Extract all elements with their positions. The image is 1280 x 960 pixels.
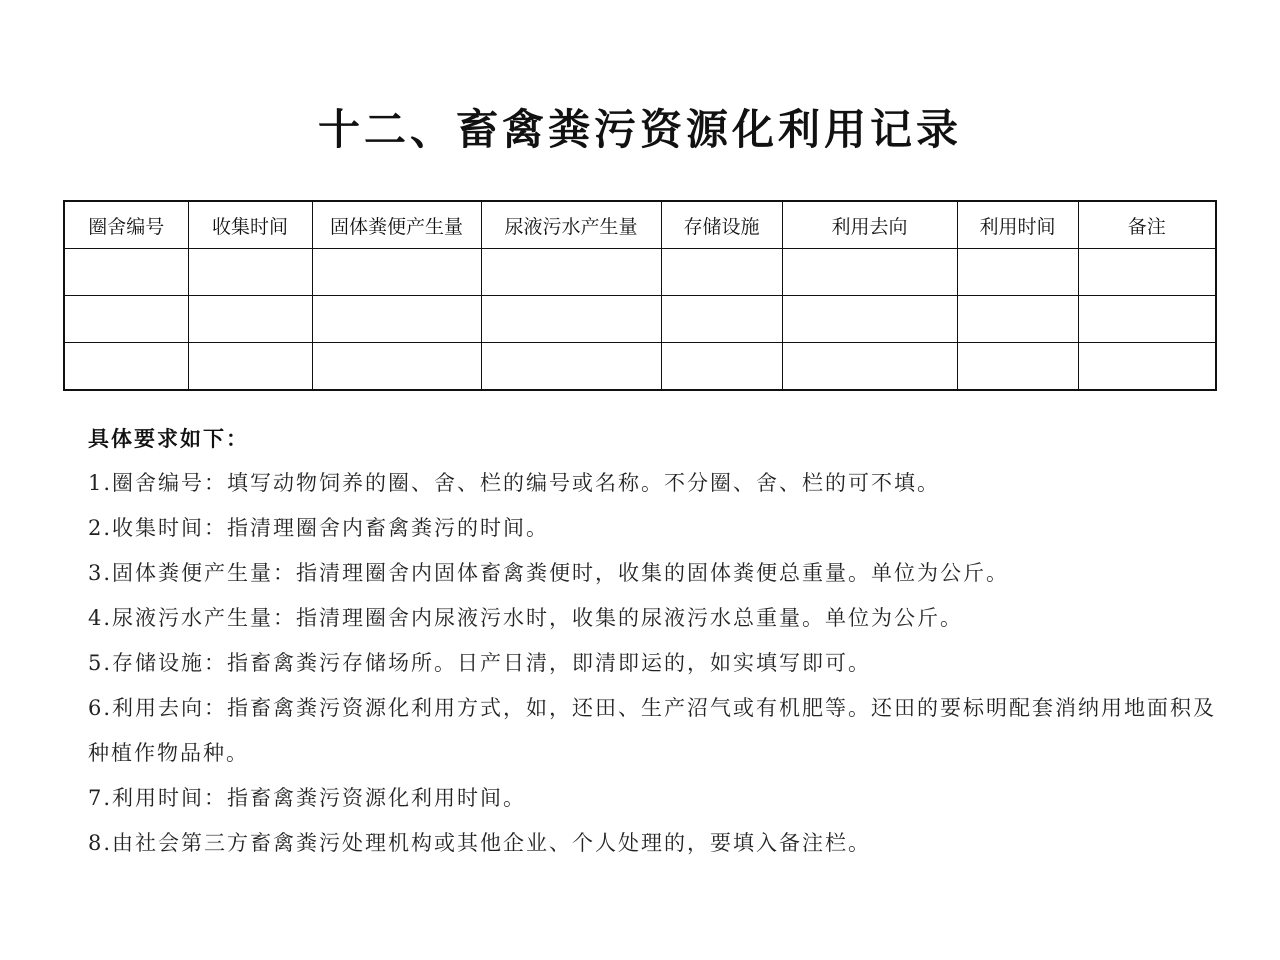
table-cell[interactable]	[661, 296, 782, 343]
table-cell[interactable]	[64, 296, 188, 343]
table-cell[interactable]	[957, 343, 1078, 391]
table-cell[interactable]	[1078, 249, 1216, 296]
requirements-heading: 具体要求如下：	[88, 426, 249, 451]
table-cell[interactable]	[188, 249, 312, 296]
requirement-item: 4.尿液污水产生量：指清理圈舍内尿液污水时，收集的尿液污水总重量。单位为公斤。	[88, 606, 964, 630]
table-cell[interactable]	[957, 296, 1078, 343]
table-cell[interactable]	[782, 296, 957, 343]
table-cell[interactable]	[661, 249, 782, 296]
table-cell[interactable]	[312, 249, 481, 296]
table-cell[interactable]	[1078, 296, 1216, 343]
requirement-item: 2.收集时间：指清理圈舍内畜禽粪污的时间。	[88, 516, 550, 540]
table-cell[interactable]	[312, 343, 481, 391]
table-cell[interactable]	[188, 296, 312, 343]
requirement-item: 8.由社会第三方畜禽粪污处理机构或其他企业、个人处理的，要填入备注栏。	[88, 831, 872, 855]
table-cell[interactable]	[481, 296, 661, 343]
requirement-item: 5.存储设施：指畜禽粪污存储场所。日产日清，即清即运的，如实填写即可。	[88, 651, 872, 675]
header-storage-facility: 存储设施	[661, 201, 782, 249]
table-header-row	[64, 201, 1216, 249]
table-cell[interactable]	[481, 343, 661, 391]
table-cell[interactable]	[64, 343, 188, 391]
header-remarks: 备注	[1078, 201, 1216, 249]
page-title: 十二、畜禽粪污资源化利用记录	[317, 105, 962, 154]
table-row	[64, 249, 1216, 296]
table-cell[interactable]	[481, 249, 661, 296]
requirement-item: 6.利用去向：指畜禽粪污资源化利用方式，如，还田、生产沼气或有机肥等。还田的要标明配套消纳用地面积及种植作物品种。	[88, 696, 1217, 765]
table-row	[64, 343, 1216, 391]
header-collection-time: 收集时间	[188, 201, 312, 249]
requirement-item: 1.圈舍编号：填写动物饲养的圈、舍、栏的编号或名称。不分圈、舍、栏的可不填。	[88, 471, 941, 495]
header-pen-number: 圈舍编号	[64, 201, 188, 249]
table-cell[interactable]	[188, 343, 312, 391]
table-cell[interactable]	[782, 249, 957, 296]
table-cell[interactable]	[661, 343, 782, 391]
header-solid-manure-amount: 固体粪便产生量	[312, 201, 481, 249]
table-cell[interactable]	[957, 249, 1078, 296]
table-cell[interactable]	[312, 296, 481, 343]
table-cell[interactable]	[64, 249, 188, 296]
table-cell[interactable]	[782, 343, 957, 391]
header-utilization-time: 利用时间	[957, 201, 1078, 249]
requirement-item: 3.固体粪便产生量：指清理圈舍内固体畜禽粪便时，收集的固体粪便总重量。单位为公斤。	[88, 561, 1010, 585]
header-utilization-direction: 利用去向	[782, 201, 957, 249]
header-urine-sewage-amount: 尿液污水产生量	[481, 201, 661, 249]
table-cell[interactable]	[1078, 343, 1216, 391]
requirement-item: 7.利用时间：指畜禽粪污资源化利用时间。	[88, 786, 527, 810]
record-table	[63, 200, 1217, 391]
requirements-section	[88, 416, 1218, 866]
table-row	[64, 296, 1216, 343]
